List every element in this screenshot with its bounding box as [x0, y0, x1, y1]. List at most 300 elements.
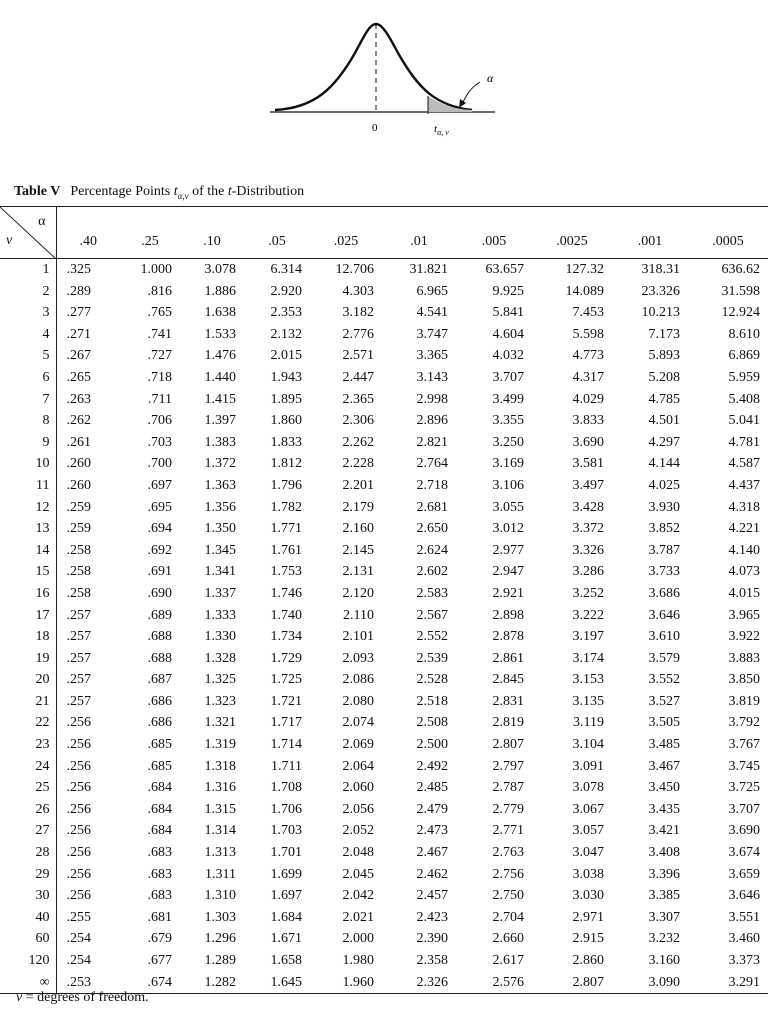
table-cell: 12.924: [721, 305, 760, 321]
table-cell: .706: [147, 413, 172, 429]
table-cell: 1.980: [342, 953, 374, 968]
degrees-of-freedom-cell: 6: [0, 367, 56, 389]
table-cell: 12.706: [335, 262, 374, 277]
table-cell: 3.038: [572, 866, 604, 882]
table-row: [0, 281, 768, 303]
table-row: [0, 475, 768, 497]
table-cell: 1.315: [204, 801, 236, 817]
table-cell: .688: [147, 650, 172, 666]
degrees-of-freedom-cell: 30: [0, 885, 56, 907]
table-cell: 2.756: [492, 866, 524, 882]
table-cell: 2.447: [342, 369, 374, 385]
table-cell: .289: [66, 283, 91, 299]
degrees-of-freedom-cell: 9: [0, 432, 56, 454]
table-cell: 3.252: [572, 585, 604, 601]
table-cell: 1.341: [204, 564, 236, 580]
table-cell: 3.460: [728, 931, 760, 947]
table-cell: 1.533: [204, 326, 236, 342]
table-cell: 3.646: [648, 607, 680, 623]
table-cell: 4.032: [492, 348, 524, 364]
degrees-of-freedom-cell: 16: [0, 583, 56, 605]
table-cell: .271: [66, 326, 91, 342]
table-cell: .683: [147, 866, 172, 882]
table-cell: 3.579: [648, 650, 680, 666]
table-cell: .727: [147, 348, 172, 364]
table-cell: .258: [66, 585, 91, 601]
degrees-of-freedom-cell: ∞: [0, 972, 56, 994]
table-row: [0, 842, 768, 864]
table-cell: 2.086: [342, 672, 374, 688]
table-cell: 2.462: [416, 866, 448, 882]
table-cell: .703: [147, 434, 172, 450]
table-row: [0, 367, 768, 389]
table-cell: .684: [147, 780, 172, 796]
table-cell: 1.699: [270, 866, 302, 882]
footnote: [16, 990, 149, 1006]
table-cell: 2.567: [416, 607, 448, 623]
table-cell: 4.297: [648, 434, 680, 450]
table-cell: 3.787: [648, 542, 680, 558]
table-cell: 3.467: [648, 758, 680, 774]
table-cell: 3.286: [572, 564, 604, 580]
table-cell: 3.686: [648, 585, 680, 601]
table-cell: .690: [147, 585, 172, 601]
table-cell: 3.385: [648, 888, 680, 904]
table-cell: 1.960: [310, 972, 382, 994]
table-cell: 1.440: [204, 369, 236, 385]
caption-t-symbol: t: [173, 184, 178, 199]
degrees-of-freedom-cell: 11: [0, 475, 56, 497]
table-label: Table V: [14, 184, 61, 199]
table-cell: 1.658: [270, 953, 302, 968]
header-row: [0, 207, 768, 259]
table-cell: .260: [66, 456, 91, 472]
table-cell: .686: [147, 693, 172, 709]
table-cell: 3.012: [492, 521, 524, 537]
table-cell: 3.182: [342, 305, 374, 321]
table-cell: 3.610: [648, 629, 680, 645]
footnote-text: = degrees of freedom.: [22, 990, 149, 1005]
table-cell: .688: [147, 629, 172, 645]
table-cell: 10.213: [641, 305, 680, 321]
table-caption: [14, 184, 304, 201]
degrees-of-freedom-cell: 3: [0, 302, 56, 324]
alpha-label: α: [487, 71, 494, 85]
table-cell: 2.492: [416, 758, 448, 774]
table-cell: 2.048: [342, 845, 374, 861]
table-cell: 4.029: [572, 391, 604, 407]
table-cell: .277: [66, 305, 91, 321]
table-cell: 7.173: [648, 326, 680, 342]
table-cell: 1.415: [204, 391, 236, 407]
table-cell: 1.638: [204, 305, 236, 321]
table-cell: .260: [66, 477, 91, 493]
table-cell: 3.067: [572, 801, 604, 817]
table-cell: .816: [147, 283, 172, 299]
table-cell: 2.306: [342, 413, 374, 429]
table-cell: 3.690: [572, 434, 604, 450]
table-cell: 14.089: [565, 283, 604, 299]
table-row: [0, 561, 768, 583]
table-cell: .259: [66, 521, 91, 537]
table-cell: 2.861: [492, 650, 524, 666]
table-cell: 2.228: [342, 456, 374, 472]
table-cell: 6.965: [416, 283, 448, 299]
table-cell: 1.708: [270, 780, 302, 796]
table-cell: 3.497: [572, 477, 604, 493]
table-cell: 2.021: [342, 909, 374, 925]
bell-curve-diagram: [240, 8, 540, 158]
table-cell: 2.042: [342, 888, 374, 904]
table-cell: .265: [66, 369, 91, 385]
table-cell: 2.120: [342, 585, 374, 601]
table-row: [0, 389, 768, 411]
table-cell: .695: [147, 499, 172, 515]
table-cell: 3.581: [572, 456, 604, 472]
table-cell: 4.303: [342, 283, 374, 299]
table-cell: 3.499: [492, 391, 524, 407]
table-cell: 4.318: [728, 499, 760, 515]
table-cell: 2.971: [572, 909, 604, 925]
table-cell: 2.069: [342, 737, 374, 753]
table-cell: .258: [66, 564, 91, 580]
table-cell: 3.965: [728, 607, 760, 623]
table-cell: 4.785: [648, 391, 680, 407]
table-cell: 1.771: [270, 521, 302, 537]
table-row: [0, 324, 768, 346]
table-cell: 2.819: [492, 715, 524, 731]
table-cell: 1.372: [204, 456, 236, 472]
table-cell: 1.314: [204, 823, 236, 839]
table-cell: 2.101: [342, 629, 374, 645]
table-cell: 1.782: [270, 499, 302, 515]
table-cell: 3.307: [648, 909, 680, 925]
table-cell: 1.311: [205, 866, 236, 882]
table-cell: 3.222: [572, 607, 604, 623]
table-cell: 3.450: [648, 780, 680, 796]
table-cell: 3.106: [492, 477, 524, 493]
table-cell: 1.333: [204, 607, 236, 623]
table-cell: 3.355: [492, 413, 524, 429]
table-cell: 1.330: [204, 629, 236, 645]
column-header: .001: [612, 207, 688, 259]
degrees-of-freedom-cell: 28: [0, 842, 56, 864]
degrees-of-freedom-cell: 22: [0, 712, 56, 734]
degrees-of-freedom-cell: 2: [0, 281, 56, 303]
table-row: [0, 712, 768, 734]
table-cell: 1.645: [244, 972, 310, 994]
table-row: [0, 928, 768, 950]
table-cell: 2.074: [342, 715, 374, 731]
table-cell: 1.350: [204, 521, 236, 537]
table-cell: 636.62: [721, 262, 760, 277]
table-cell: 1.725: [270, 672, 302, 688]
table-cell: .683: [147, 888, 172, 904]
table-cell: 1.734: [270, 629, 302, 645]
table-cell: .257: [66, 607, 91, 623]
table-cell: .687: [147, 672, 172, 688]
degrees-of-freedom-cell: 4: [0, 324, 56, 346]
table-cell: 4.025: [648, 477, 680, 493]
table-cell: 1.296: [204, 931, 236, 947]
table-cell: 2.358: [416, 953, 448, 968]
column-header: .40: [56, 207, 120, 259]
table-row: [0, 907, 768, 929]
table-row: [0, 302, 768, 324]
table-cell: 3.883: [728, 650, 760, 666]
table-cell: 1.721: [270, 693, 302, 709]
table-cell: 3.160: [648, 953, 680, 968]
table-row: [0, 885, 768, 907]
table-cell: 2.479: [416, 801, 448, 817]
table-cell: 2.060: [342, 780, 374, 796]
table-cell: 3.850: [728, 672, 760, 688]
table-cell: .256: [66, 737, 91, 753]
table-cell: 1.397: [204, 413, 236, 429]
table-cell: .255: [66, 909, 91, 925]
table-cell: 2.015: [270, 348, 302, 364]
table-cell: 3.373: [728, 953, 760, 968]
table-cell: 2.650: [416, 521, 448, 537]
degrees-of-freedom-cell: 21: [0, 691, 56, 713]
table-cell: 1.303: [204, 909, 236, 925]
table-cell: 2.821: [416, 434, 448, 450]
table-cell: 4.140: [728, 542, 760, 558]
table-cell: 6.314: [270, 262, 302, 277]
table-cell: 3.527: [648, 693, 680, 709]
table-cell: 2.500: [416, 737, 448, 753]
table-cell: 1.701: [270, 845, 302, 861]
table-cell: 3.372: [572, 521, 604, 537]
table-cell: 3.767: [728, 737, 760, 753]
table-cell: .256: [66, 801, 91, 817]
table-cell: 3.659: [728, 866, 760, 882]
alpha-pointer-arrow: [462, 82, 480, 104]
table-cell: 3.428: [572, 499, 604, 515]
table-cell: 2.262: [342, 434, 374, 450]
column-header: .10: [180, 207, 244, 259]
table-cell: 1.383: [204, 434, 236, 450]
table-cell: .718: [147, 369, 172, 385]
table-cell: 2.947: [492, 564, 524, 580]
alpha-arrowhead: [459, 99, 466, 108]
table-cell: 3.707: [492, 369, 524, 385]
table-cell: 2.977: [492, 542, 524, 558]
table-cell: 4.144: [648, 456, 680, 472]
table-cell: .254: [66, 931, 91, 947]
caption-t-italic: t: [227, 184, 232, 199]
table-cell: .256: [66, 780, 91, 796]
t-distribution-figure: [240, 8, 540, 158]
caption-t-sub: α,ν: [177, 190, 189, 201]
table-cell: 3.047: [572, 845, 604, 861]
column-header: .025: [310, 207, 382, 259]
table-cell: 1.363: [204, 477, 236, 493]
table-row: [0, 540, 768, 562]
table-cell: .256: [66, 758, 91, 774]
table-cell: 3.169: [492, 456, 524, 472]
table-cell: .267: [66, 348, 91, 364]
table-row: [0, 432, 768, 454]
table-cell: 2.160: [342, 521, 374, 537]
table-cell: 3.326: [572, 542, 604, 558]
table-cell: .694: [147, 521, 172, 537]
table-cell: 3.078: [204, 262, 236, 277]
table-cell: .257: [66, 693, 91, 709]
table-cell: 1.860: [270, 413, 302, 429]
caption-text-end: -Distribution: [231, 184, 305, 199]
table-cell: .691: [147, 564, 172, 580]
table-row: [0, 626, 768, 648]
t-alpha-nu-label: [434, 123, 449, 137]
table-cell: .253: [56, 972, 120, 994]
caption-text-after: of the: [188, 184, 228, 199]
table-cell: 1.729: [270, 650, 302, 666]
table-cell: 1.706: [270, 801, 302, 817]
table-row: [0, 259, 768, 281]
table-cell: .256: [66, 866, 91, 882]
table-cell: 2.080: [342, 693, 374, 709]
table-cell: 1.717: [270, 715, 302, 731]
table-cell: 3.119: [573, 715, 604, 731]
nu-header: ν: [6, 233, 13, 249]
column-header: .01: [382, 207, 456, 259]
degrees-of-freedom-cell: 13: [0, 518, 56, 540]
table-row: [0, 345, 768, 367]
table-cell: .686: [147, 715, 172, 731]
table-cell: .711: [148, 391, 172, 407]
table-cell: 1.000: [140, 262, 172, 277]
table-cell: 4.501: [648, 413, 680, 429]
table-cell: 5.408: [728, 391, 760, 407]
table-cell: 3.250: [492, 434, 524, 450]
table-cell: .681: [147, 909, 172, 925]
table-row: [0, 864, 768, 886]
table-cell: 3.792: [728, 715, 760, 731]
table-cell: 3.104: [572, 737, 604, 753]
table-cell: 5.598: [572, 326, 604, 342]
table-cell: 2.518: [416, 693, 448, 709]
table-cell: 3.421: [648, 823, 680, 839]
table-cell: 2.528: [416, 672, 448, 688]
table-cell: .257: [66, 629, 91, 645]
table-cell: 1.711: [271, 758, 302, 774]
table-cell: .679: [147, 931, 172, 947]
table-cell: 2.353: [270, 305, 302, 321]
table-cell: 2.681: [416, 499, 448, 515]
degrees-of-freedom-cell: 29: [0, 864, 56, 886]
table-cell: 4.015: [728, 585, 760, 601]
table-cell: 1.697: [270, 888, 302, 904]
table-cell: 1.325: [204, 672, 236, 688]
table-cell: 2.831: [492, 693, 524, 709]
table-cell: 1.310: [204, 888, 236, 904]
table-cell: 3.505: [648, 715, 680, 731]
table-cell: 6.869: [728, 348, 760, 364]
degrees-of-freedom-cell: 7: [0, 389, 56, 411]
degrees-of-freedom-cell: 10: [0, 453, 56, 475]
table-cell: .692: [147, 542, 172, 558]
table-cell: .700: [147, 456, 172, 472]
table-cell: 2.485: [416, 780, 448, 796]
table-cell: 3.090: [612, 972, 688, 994]
t-distribution-table: [0, 206, 768, 994]
table-cell: 1.740: [270, 607, 302, 623]
table-cell: 1.833: [270, 434, 302, 450]
table-cell: 3.707: [728, 801, 760, 817]
table-cell: 2.807: [532, 972, 612, 994]
table-cell: 31.821: [409, 262, 448, 277]
table-cell: 1.323: [204, 693, 236, 709]
table-cell: 3.725: [728, 780, 760, 796]
table-cell: 318.31: [641, 262, 680, 277]
table-cell: 3.930: [648, 499, 680, 515]
table-cell: 2.423: [416, 909, 448, 925]
table-cell: .685: [147, 758, 172, 774]
table-row: [0, 756, 768, 778]
table-cell: 4.437: [728, 477, 760, 493]
table-cell: 3.078: [572, 780, 604, 796]
column-header: .005: [456, 207, 532, 259]
table-cell: 2.201: [342, 477, 374, 493]
table-row: [0, 410, 768, 432]
table-cell: 2.797: [492, 758, 524, 774]
degrees-of-freedom-cell: 15: [0, 561, 56, 583]
table-cell: .259: [66, 499, 91, 515]
table-cell: .677: [147, 953, 172, 968]
table-cell: 2.845: [492, 672, 524, 688]
column-header: .0005: [688, 207, 768, 259]
table-cell: 127.32: [565, 262, 604, 277]
alpha-header: α: [38, 214, 46, 229]
table-cell: 2.000: [342, 931, 374, 947]
table-cell: 3.745: [728, 758, 760, 774]
table-cell: 2.473: [416, 823, 448, 839]
table-cell: .263: [66, 391, 91, 407]
table-cell: 2.390: [416, 931, 448, 947]
table-cell: 3.485: [648, 737, 680, 753]
table-cell: 4.073: [728, 564, 760, 580]
table-cell: 1.714: [270, 737, 302, 753]
table-cell: 1.812: [270, 456, 302, 472]
degrees-of-freedom-cell: 5: [0, 345, 56, 367]
table-cell: 3.091: [572, 758, 604, 774]
table-cell: 2.998: [416, 391, 448, 407]
table-cell: 3.055: [492, 499, 524, 515]
table-cell: .765: [147, 305, 172, 321]
table-cell: 4.773: [572, 348, 604, 364]
table-cell: .256: [66, 715, 91, 731]
table-cell: 2.750: [492, 888, 524, 904]
table-cell: 1.761: [270, 542, 302, 558]
table-cell: 3.232: [648, 931, 680, 947]
table-cell: 1.328: [204, 650, 236, 666]
table-cell: .697: [147, 477, 172, 493]
table-row: [0, 950, 768, 972]
table-cell: 2.132: [270, 326, 302, 342]
table-cell: .684: [147, 823, 172, 839]
table-cell: .258: [66, 542, 91, 558]
table-cell: 1.321: [204, 715, 236, 731]
degrees-of-freedom-cell: 25: [0, 777, 56, 799]
caption-text-before: Percentage Points: [70, 184, 174, 199]
table-row: [0, 518, 768, 540]
table-cell: 2.602: [416, 564, 448, 580]
table-cell: 3.030: [572, 888, 604, 904]
table-cell: .325: [66, 262, 91, 277]
table-cell: 1.476: [204, 348, 236, 364]
table-row: [0, 820, 768, 842]
